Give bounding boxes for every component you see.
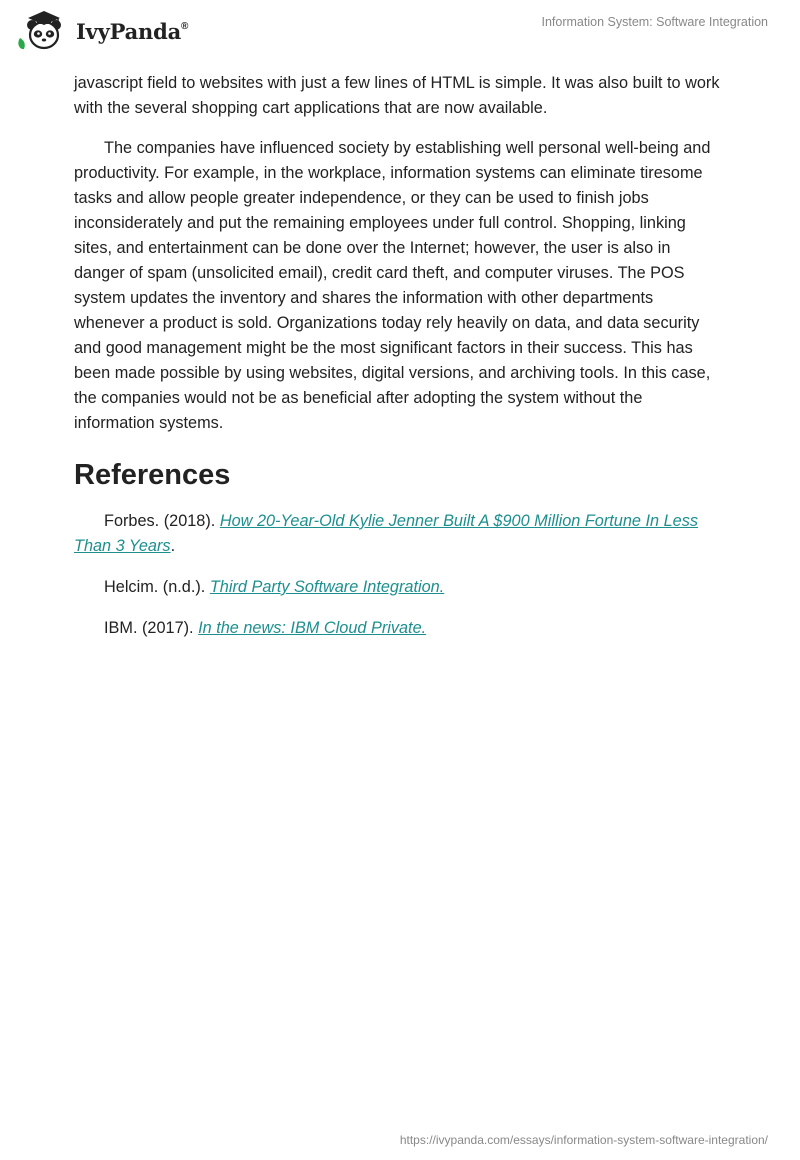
- footer-source-url: https://ivypanda.com/essays/information-system-software-integration/: [399, 1133, 768, 1147]
- references-list: [74, 509, 724, 641]
- ivypanda-logo[interactable]: [14, 8, 188, 52]
- page-header: [0, 0, 800, 60]
- paragraph-continued: javascript field to websites with just a few lines of HTML is simple. It was also built to work with the several shopping cart applications that are now available.: [74, 74, 720, 117]
- references-heading: References: [74, 459, 231, 491]
- paragraph-impact: The companies have influenced society by establishing well personal well-being and productivity. For example, in the workplace, information systems can eliminate tiresome tasks and allow people greater independence, or they can be used to finish jobs inconsiderately and put the remaining employees under full control. Shopping, linking sites, and entertainment can be done over the Internet; however, the user is also in danger of spam (unsolicited email), credit card theft, and computer viruses. The POS system updates the inventory and shares the information with other departments whenever a product is sold. Organizations today rely heavily on data, and data security and good management might be the most significant factors in their success. This has been made possible by using websites, digital versions, and archiving tools. In this case, the companies would not be as beneficial after adopting the system without the information systems.: [74, 139, 711, 432]
- reference-item: IBM. (2017). In the news: IBM Cloud Private.: [104, 619, 427, 637]
- reference-item: Helcim. (n.d.). Third Party Software Integration.: [104, 578, 445, 596]
- essay-content: [74, 71, 724, 657]
- reference-link-forbes[interactable]: How 20-Year-Old Kylie Jenner Built A $900 Million Fortune In Less Than 3 Years: [74, 512, 698, 555]
- reference-item: Forbes. (2018). How 20-Year-Old Kylie Jenner Built A $900 Million Fortune In Less Than 3 Years.: [74, 512, 698, 555]
- panda-graduate-icon: [14, 8, 74, 52]
- reference-link-helcim[interactable]: Third Party Software Integration.: [209, 578, 445, 596]
- logo-wordmark: IvyPanda®: [76, 18, 189, 44]
- document-title: Information System: Software Integration: [541, 15, 768, 29]
- reference-link-ibm[interactable]: In the news: IBM Cloud Private.: [198, 619, 427, 637]
